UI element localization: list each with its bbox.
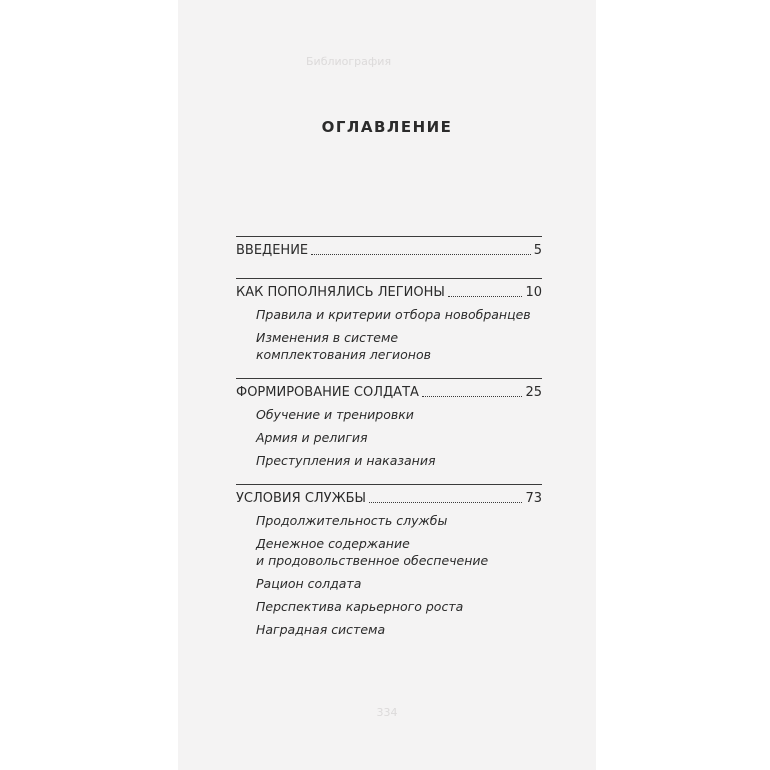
toc-subsection: Наградная система: [256, 622, 386, 637]
book-page: [178, 0, 596, 770]
toc-chapter-3: [236, 378, 542, 469]
toc-chapter-4: [236, 484, 542, 638]
chapter-page-number: 25: [525, 385, 542, 400]
chapter-page-number: 73: [525, 491, 542, 506]
toc-subsection: Преступления и наказания: [256, 453, 436, 468]
chapter-title: ФОРМИРОВАНИЕ СОЛДАТА: [236, 385, 419, 400]
chapter-page-number: 5: [533, 243, 542, 258]
toc-subsection: Изменения в системе комплектования легионов: [256, 330, 431, 362]
toc-subsection: Рацион солдата: [256, 576, 362, 591]
chapter-heading: [236, 378, 542, 400]
toc-subsection: Перспектива карьерного роста: [256, 599, 464, 614]
toc-chapter-1: [236, 236, 542, 258]
toc-subsection: Продолжительность службы: [256, 513, 448, 528]
chapter-heading: [236, 484, 542, 506]
toc-subsection: Правила и критерии отбора новобранцев: [256, 307, 531, 322]
toc-title: ОГЛАВЛЕНИЕ: [321, 118, 453, 136]
toc-subsection: Армия и религия: [256, 430, 368, 445]
bleed-through-text: Библиография: [306, 55, 392, 68]
toc-subsection: Денежное содержание и продовольственное обеспечение: [256, 536, 489, 568]
dot-leader: [422, 396, 523, 397]
dot-leader: [311, 254, 531, 255]
chapter-page-number: 10: [525, 285, 542, 300]
chapter-title: ВВЕДЕНИЕ: [236, 243, 309, 258]
chapter-heading: [236, 278, 542, 300]
dot-leader: [369, 502, 522, 503]
chapter-title: КАК ПОПОЛНЯЛИСЬ ЛЕГИОНЫ: [236, 285, 445, 300]
chapter-title: УСЛОВИЯ СЛУЖБЫ: [236, 491, 366, 506]
toc-subsection: Обучение и тренировки: [256, 407, 414, 422]
chapter-heading: [236, 236, 542, 258]
toc-chapter-2: [236, 278, 542, 363]
page-number: 334: [376, 706, 398, 719]
dot-leader: [448, 296, 523, 297]
